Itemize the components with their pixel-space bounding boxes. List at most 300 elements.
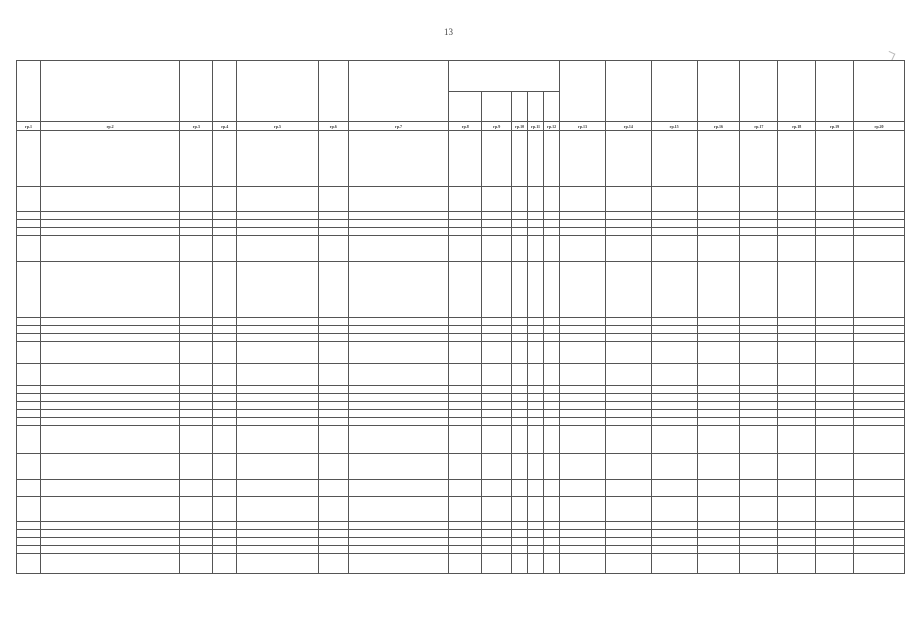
table-cell — [740, 131, 778, 187]
table-cell — [237, 131, 319, 187]
table-cell — [544, 530, 560, 538]
table-cell — [560, 318, 606, 326]
table-cell — [237, 326, 319, 334]
table-cell — [778, 386, 816, 394]
table-cell — [40, 318, 179, 326]
table-cell — [318, 386, 348, 394]
table-cell — [482, 480, 512, 497]
table-cell — [180, 212, 213, 220]
table-cell — [180, 131, 213, 187]
table-cell — [816, 402, 854, 410]
table-cell — [528, 326, 544, 334]
table-cell — [348, 131, 449, 187]
table-cell — [318, 342, 348, 364]
header-cell — [318, 61, 348, 122]
table-cell — [512, 497, 528, 522]
table-cell — [17, 480, 41, 497]
header-cell — [449, 61, 560, 92]
table-cell — [512, 480, 528, 497]
table-cell — [816, 497, 854, 522]
table-cell — [740, 318, 778, 326]
table-cell — [854, 546, 905, 554]
column-code-cell: гр.12 — [544, 122, 560, 131]
table-cell — [528, 418, 544, 426]
table-cell — [237, 418, 319, 426]
table-cell — [482, 228, 512, 236]
table-cell — [180, 530, 213, 538]
table-cell — [17, 220, 41, 228]
header-cell — [237, 61, 319, 122]
table-cell — [740, 326, 778, 334]
table-cell — [740, 262, 778, 318]
table-cell — [213, 402, 237, 410]
table-cell — [854, 318, 905, 326]
table-cell — [482, 546, 512, 554]
table-cell — [605, 318, 651, 326]
table-cell — [740, 342, 778, 364]
table-cell — [17, 334, 41, 342]
table-cell — [318, 538, 348, 546]
table-cell — [213, 326, 237, 334]
table-cell — [816, 410, 854, 418]
table-cell — [605, 236, 651, 262]
column-code-cell: гр.8 — [449, 122, 482, 131]
table-cell — [651, 426, 697, 454]
table-cell — [40, 402, 179, 410]
table-cell — [816, 418, 854, 426]
table-cell — [560, 262, 606, 318]
table-cell — [740, 364, 778, 386]
table-cell — [213, 236, 237, 262]
table-cell — [651, 522, 697, 530]
table-cell — [180, 236, 213, 262]
table-cell — [740, 236, 778, 262]
table-cell — [40, 228, 179, 236]
table-cell — [778, 394, 816, 402]
budget-table — [16, 60, 905, 574]
table-cell — [318, 546, 348, 554]
table-cell — [237, 402, 319, 410]
table-cell — [854, 326, 905, 334]
column-code-cell: гр.16 — [697, 122, 740, 131]
table-cell — [816, 228, 854, 236]
table-cell — [180, 522, 213, 530]
table-cell — [318, 554, 348, 574]
table-cell — [854, 454, 905, 480]
table-cell — [528, 318, 544, 326]
table-cell — [528, 236, 544, 262]
table-cell — [512, 228, 528, 236]
table-cell — [40, 480, 179, 497]
table-cell — [778, 402, 816, 410]
table-cell — [512, 386, 528, 394]
header-cell — [778, 61, 816, 122]
table-cell — [651, 480, 697, 497]
table-cell — [528, 228, 544, 236]
table-cell — [348, 530, 449, 538]
table-cell — [512, 236, 528, 262]
table-cell — [512, 418, 528, 426]
table-cell — [560, 187, 606, 212]
table-cell — [651, 212, 697, 220]
table-cell — [528, 220, 544, 228]
table-cell — [605, 454, 651, 480]
table-cell — [740, 480, 778, 497]
table-cell — [482, 538, 512, 546]
table-cell — [605, 262, 651, 318]
table-cell — [348, 480, 449, 497]
table-cell — [449, 131, 482, 187]
table-cell — [180, 394, 213, 402]
table-cell — [544, 454, 560, 480]
table-cell — [740, 546, 778, 554]
table-cell — [778, 522, 816, 530]
table-cell — [180, 480, 213, 497]
table-row — [17, 262, 905, 318]
table-cell — [605, 212, 651, 220]
table-cell — [528, 538, 544, 546]
table-cell — [213, 364, 237, 386]
table-cell — [697, 342, 740, 364]
table-cell — [854, 220, 905, 228]
table-cell — [544, 342, 560, 364]
table-cell — [348, 394, 449, 402]
table-cell — [605, 342, 651, 364]
table-cell — [482, 386, 512, 394]
table-cell — [697, 426, 740, 454]
table-cell — [482, 187, 512, 212]
table-row — [17, 318, 905, 326]
table-cell — [180, 426, 213, 454]
table-cell — [449, 364, 482, 386]
table-cell — [40, 426, 179, 454]
table-cell — [17, 386, 41, 394]
table-cell — [854, 212, 905, 220]
table-cell — [528, 497, 544, 522]
table-cell — [318, 402, 348, 410]
table-cell — [605, 228, 651, 236]
table-cell — [544, 546, 560, 554]
table-cell — [348, 334, 449, 342]
table-cell — [213, 220, 237, 228]
table-cell — [348, 220, 449, 228]
table-cell — [449, 394, 482, 402]
table-cell — [816, 530, 854, 538]
table-cell — [651, 554, 697, 574]
table-cell — [560, 410, 606, 418]
table-cell — [854, 410, 905, 418]
table-cell — [544, 236, 560, 262]
table-cell — [449, 426, 482, 454]
table-cell — [512, 394, 528, 402]
table-cell — [180, 334, 213, 342]
table-cell — [697, 318, 740, 326]
table-cell — [318, 480, 348, 497]
header-cell — [740, 61, 778, 122]
table-cell — [854, 236, 905, 262]
table-cell — [180, 220, 213, 228]
table-cell — [40, 497, 179, 522]
table-cell — [778, 334, 816, 342]
table-cell — [816, 131, 854, 187]
table-cell — [697, 334, 740, 342]
table-cell — [17, 187, 41, 212]
table-cell — [854, 522, 905, 530]
table-cell — [40, 131, 179, 187]
table-cell — [482, 364, 512, 386]
table-cell — [816, 262, 854, 318]
table-cell — [180, 538, 213, 546]
table-cell — [651, 334, 697, 342]
table-cell — [854, 538, 905, 546]
table-cell — [482, 402, 512, 410]
table-cell — [651, 131, 697, 187]
table-cell — [348, 228, 449, 236]
table-cell — [605, 546, 651, 554]
table-cell — [560, 402, 606, 410]
table-cell — [449, 418, 482, 426]
table-cell — [237, 480, 319, 497]
table-cell — [180, 454, 213, 480]
table-cell — [697, 394, 740, 402]
table-cell — [237, 364, 319, 386]
table-cell — [651, 530, 697, 538]
table-cell — [213, 386, 237, 394]
table-cell — [237, 262, 319, 318]
table-cell — [318, 228, 348, 236]
table-cell — [605, 538, 651, 546]
table-cell — [512, 131, 528, 187]
table-row — [17, 410, 905, 418]
table-cell — [449, 386, 482, 394]
table-cell — [651, 262, 697, 318]
table-cell — [17, 318, 41, 326]
table-cell — [778, 546, 816, 554]
table-cell — [180, 228, 213, 236]
table-cell — [180, 497, 213, 522]
column-code-cell: гр.5 — [237, 122, 319, 131]
table-cell — [697, 187, 740, 212]
table-cell — [512, 262, 528, 318]
table-cell — [544, 228, 560, 236]
table-cell — [512, 187, 528, 212]
table-cell — [560, 220, 606, 228]
table-cell — [854, 426, 905, 454]
table-cell — [740, 220, 778, 228]
table-cell — [651, 220, 697, 228]
header-cell — [180, 61, 213, 122]
table-cell — [697, 236, 740, 262]
table-cell — [318, 131, 348, 187]
table-cell — [697, 212, 740, 220]
table-cell — [544, 418, 560, 426]
table-cell — [40, 418, 179, 426]
table-row — [17, 326, 905, 334]
table-cell — [778, 538, 816, 546]
table-cell — [544, 497, 560, 522]
table-cell — [697, 228, 740, 236]
table-cell — [697, 554, 740, 574]
table-cell — [237, 318, 319, 326]
table-cell — [778, 554, 816, 574]
table-cell — [816, 454, 854, 480]
table-cell — [17, 426, 41, 454]
table-cell — [17, 394, 41, 402]
table-cell — [854, 187, 905, 212]
table-cell — [528, 364, 544, 386]
table-cell — [180, 418, 213, 426]
table-cell — [237, 426, 319, 454]
table-cell — [449, 497, 482, 522]
table-cell — [528, 131, 544, 187]
table-cell — [180, 342, 213, 364]
table-cell — [318, 530, 348, 538]
table-cell — [544, 522, 560, 530]
table-cell — [816, 334, 854, 342]
table-cell — [348, 318, 449, 326]
table-cell — [816, 522, 854, 530]
column-code-cell: гр.3 — [180, 122, 213, 131]
table-cell — [17, 538, 41, 546]
table-cell — [778, 364, 816, 386]
table-cell — [854, 497, 905, 522]
table-cell — [17, 530, 41, 538]
table-cell — [482, 497, 512, 522]
table-cell — [528, 212, 544, 220]
table-row — [17, 228, 905, 236]
table-cell — [816, 394, 854, 402]
table-cell — [560, 326, 606, 334]
table-cell — [213, 131, 237, 187]
table-cell — [697, 418, 740, 426]
table-cell — [318, 522, 348, 530]
table-cell — [482, 342, 512, 364]
table-cell — [605, 480, 651, 497]
table-cell — [348, 546, 449, 554]
header-cell — [854, 61, 905, 122]
table-cell — [449, 554, 482, 574]
table-cell — [544, 480, 560, 497]
table-cell — [237, 342, 319, 364]
table-cell — [17, 212, 41, 220]
header-cell — [816, 61, 854, 122]
table-cell — [17, 262, 41, 318]
table-cell — [651, 386, 697, 394]
table-cell — [544, 426, 560, 454]
column-code-cell: гр.14 — [605, 122, 651, 131]
table-cell — [544, 220, 560, 228]
table-cell — [778, 131, 816, 187]
table-cell — [449, 334, 482, 342]
table-cell — [213, 546, 237, 554]
table-cell — [512, 546, 528, 554]
header-cell — [605, 61, 651, 122]
table-cell — [697, 454, 740, 480]
table-cell — [318, 418, 348, 426]
table-cell — [778, 480, 816, 497]
table-cell — [740, 530, 778, 538]
table-cell — [605, 334, 651, 342]
table-cell — [213, 530, 237, 538]
table-cell — [17, 454, 41, 480]
table-cell — [697, 497, 740, 522]
column-code-cell: гр.9 — [482, 122, 512, 131]
table-cell — [237, 530, 319, 538]
table-cell — [697, 131, 740, 187]
table-cell — [213, 318, 237, 326]
table-cell — [213, 187, 237, 212]
table-cell — [854, 418, 905, 426]
table-cell — [449, 480, 482, 497]
table-row — [17, 554, 905, 574]
table-cell — [40, 326, 179, 334]
table-cell — [348, 426, 449, 454]
column-code-cell: гр.10 — [512, 122, 528, 131]
table-cell — [482, 394, 512, 402]
table-cell — [854, 480, 905, 497]
table-row — [17, 530, 905, 538]
table-cell — [482, 410, 512, 418]
table-cell — [560, 212, 606, 220]
table-cell — [237, 187, 319, 212]
table-cell — [318, 364, 348, 386]
table-cell — [816, 187, 854, 212]
table-cell — [605, 364, 651, 386]
column-code-cell: гр.18 — [778, 122, 816, 131]
table-cell — [560, 480, 606, 497]
table-cell — [560, 334, 606, 342]
table-cell — [40, 554, 179, 574]
table-cell — [40, 236, 179, 262]
table-cell — [528, 334, 544, 342]
table-cell — [40, 394, 179, 402]
table-cell — [237, 220, 319, 228]
table-row — [17, 426, 905, 454]
table-cell — [512, 402, 528, 410]
table-cell — [348, 212, 449, 220]
table-cell — [697, 326, 740, 334]
table-cell — [854, 262, 905, 318]
table-cell — [697, 220, 740, 228]
table-cell — [482, 554, 512, 574]
table-cell — [544, 394, 560, 402]
table-cell — [237, 454, 319, 480]
table-cell — [512, 212, 528, 220]
table-cell — [605, 522, 651, 530]
table-cell — [449, 546, 482, 554]
table-row — [17, 334, 905, 342]
table-cell — [318, 187, 348, 212]
table-cell — [854, 228, 905, 236]
table-cell — [778, 418, 816, 426]
table-cell — [544, 131, 560, 187]
table-cell — [778, 530, 816, 538]
table-cell — [560, 394, 606, 402]
table-cell — [449, 236, 482, 262]
table-cell — [512, 426, 528, 454]
table-cell — [778, 212, 816, 220]
table-cell — [528, 187, 544, 212]
table-cell — [237, 334, 319, 342]
table-cell — [740, 386, 778, 394]
table-cell — [482, 334, 512, 342]
table-cell — [237, 386, 319, 394]
table-cell — [449, 522, 482, 530]
table-row — [17, 386, 905, 394]
table-row — [17, 394, 905, 402]
table-cell — [40, 546, 179, 554]
table-cell — [17, 554, 41, 574]
